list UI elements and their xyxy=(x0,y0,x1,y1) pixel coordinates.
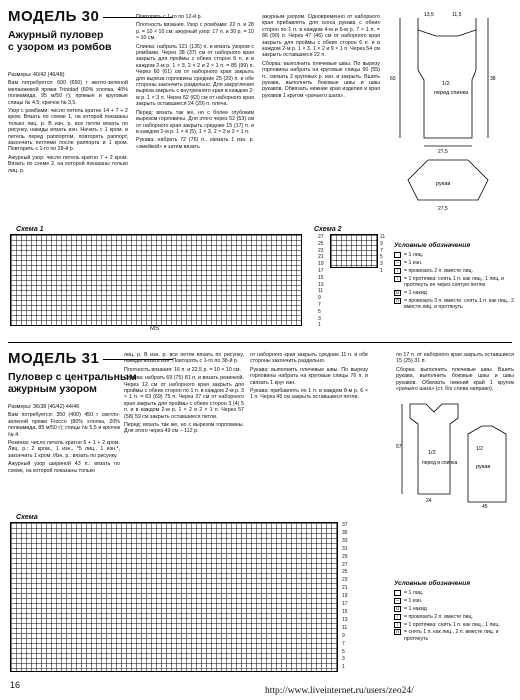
yarn-over-symbol-icon: U xyxy=(395,605,400,612)
dim-height-2: 38 xyxy=(490,76,496,82)
model-31-subtitle: Пуловер с центральным ажурным узором xyxy=(8,371,137,395)
dim-height-31: 57 xyxy=(396,444,402,450)
legend-31-sk2p: Λ = снять 1 п. как лиц., 2 п. вместе лиц. и протянуть xyxy=(395,629,499,642)
model-30-text-col-1: Размеры: 40/42 (46/48) Вам потребуется: 600 (650) г желто-зеленой меланжевой пряжи Trinidad (60% хлопка, 40% полиамида, 95 м/50 г); прямые и круговые спицы № 4,5; крючок № 3,5. Узор с ромбами: число петель кратно 14 + 7 + 2 кром. Вязать по схеме 1, на которой показаны только лиц. р. В изн. р. все петли вязать по рисунку, накиды вязать изн. Начать с 1 кром. и петель перед раппортом, повторять раппорт, закончить петлями после раппорта и 1 кром. Повторить с 1-го по 28-й р. Ажурный узор: число петель кратно 7 + 2 кром. Вязать по схеме 2, на которой показаны только лиц. р. xyxy=(8,72,128,174)
legend-item-knit: = 1 лиц. xyxy=(394,252,514,258)
sk2p-symbol-icon: Λ xyxy=(395,629,400,636)
legend-31-yo: U = 1 накид xyxy=(395,605,427,612)
model-31-text-col-1: Размеры: 36/38 (40/42) 44/46 Вам потребуется: 350 (400) 450 г светло-зеленой пряжи Fiocco (80% хлопка, 20% полиамида, 85 м/50 г); спицы № 5,5 и крючок № 4. Резинка: число петель кратно 6 + 1 + 2 кром. Лиц. р.: 2 кром., 1 изн., *5 лиц., 1 изн.*, закончить 1 кром. Изн. р.: вязать по рисунку. Ажурный узор шириной 43 п.: вязать по схеме, на которой показаны только xyxy=(8,404,120,474)
model-30-subtitle: Ажурный пуловер с узором из ромбов xyxy=(8,29,112,53)
legend-31-knit: = 1 лиц. xyxy=(394,590,514,596)
legend-31-ssk: \ = 1 протяжка: снять 1 п. как лиц., 1 лиц. xyxy=(394,622,514,628)
ssk-symbol-icon: \ xyxy=(394,622,401,628)
sleeve-label: рукав xyxy=(436,181,451,187)
dim-width-31: 24 xyxy=(426,498,432,504)
model-30-legend-title: Условные обозначения xyxy=(394,242,471,249)
scheme-2-row-labels: 11 9 7 5 3 1 xyxy=(380,234,386,274)
model-31-text-col-4: по 17 п. от наборного края закрыть оставшиеся 15 (25) 31 п. Сборка: выполнить плечевые швы. Вшить рукава, выполнить боковые швы и швы рукавов. Обвязать нижний край 1 кругом «рачьего шага» (ст. б/н слева направо). xyxy=(396,352,514,393)
page-number: 16 xyxy=(10,680,21,690)
purl-symbol-icon: – xyxy=(394,598,401,604)
k2tog-symbol-icon: / xyxy=(394,614,401,620)
yarn-over-symbol-icon: U xyxy=(395,289,400,296)
model-31-legend-title: Условные обозначения xyxy=(394,580,471,587)
model-31-scheme-label: Схема xyxy=(16,514,38,521)
front-label: 1/2 xyxy=(442,81,450,87)
sleeve-label-31: рукав xyxy=(476,464,491,470)
k3tog-symbol-icon: Λ xyxy=(395,297,400,304)
scheme-1-label: Схема 1 xyxy=(16,226,44,233)
legend-31-purl: – = 1 изн. xyxy=(394,598,514,604)
ms-marker: MS xyxy=(150,326,159,332)
knit-symbol-icon xyxy=(394,590,401,596)
legend-item-yo: U = 1 накид xyxy=(395,289,427,296)
model-31-row-labels: 37 35 33 31 29 27 25 23 21 19 17 15 13 11 9 7 5 3 1 xyxy=(342,522,348,671)
legend-item-ssk: \ = 1 протяжка: снять 1 п. как лиц., 1 лиц. и протянуть ее через снятую петлю xyxy=(394,276,514,289)
dim-width: 27,5 xyxy=(438,149,448,155)
ssk-symbol-icon: \ xyxy=(394,276,401,282)
dim-top-2: 11,5 xyxy=(452,12,462,18)
back-label: перед и спинка xyxy=(422,460,458,466)
model-31-title: МОДЕЛЬ 31 xyxy=(8,350,512,367)
model-30-text-col-2: Повторять с 1-го по 12-й р. Плотность вязания. Узор с ромбами: 22 п. и 28 р. = 10 × 10 см; ажурный узор: 17 п. и 30 р. = 10 × 10 см. Спинка: набрать 121 (135) п. и вязать узором с ромбами. Через 38 (37) см от наборного края закрыть для проймы с обеих сторон 6 п. и в каждом 2-м р. 1 × 3, 2 × 2 и 2 × 1 п. = 85 (99) п. Через 60 (61) см от наборного края закрыть для выреза горловины средние 25 (29) п. и обе стороны закончить раздельно. Для закругления выреза закрыть с внутреннего края в каждом 2-м р. 1 × 3 п. Через 62 (63) см от наборного края закрыть оставшиеся 24 (29) п. плеча. Перед: вязать так же, но с более глубоким вырезом горловины. Для этого через 52 (53) см от наборного края закрыть средние 15 (17) п. и в каждом 2-м р. 1 × 4 (5), 1 × 3, 2 × 2 и 3 × 1 п. Рукава: набрать 72 (76) п., связать 1 изн. р. «змейкой» и затем вязать xyxy=(136,14,254,150)
front-back-label: перед спинка xyxy=(434,90,469,96)
model-31-text-col-2: лиц. р. В изн. р. все петли вязать по рисунку, накиды вязать изн. Повторять с 1-го по 38-й р. Плотность вязания: 16 п. и 22,5 р. = 10 × 10 см. Спинка: набрать 69 (75) 81 п. и вязать резинкой. Через 12 см от наборного края закрыть для проймы с обеих сторон по 1 п. в каждом 2-м р. 3 × 1 п. = 63 (69) 75 п. Через 37 см от наборного края закрыть для проймы с обеих сторон 3 (4) 5 п. и в каждом 2-м р. 1 × 2 и 2 × 1 п. Через 57 (58) 59 см закрыть оставшиеся петли. Перед: вязать так же, но с вырезом горловины. Для этого через 49 см – 112 р. xyxy=(124,352,244,435)
source-url[interactable]: http://www.liveinternet.ru/users/zeo24/ xyxy=(265,686,414,696)
model-31-pattern-diagram xyxy=(396,398,514,510)
legend-item-purl: – = 1 изн. xyxy=(394,260,514,266)
back-half-label: 1/2 xyxy=(428,450,436,456)
dim-top-1: 13,5 xyxy=(424,12,434,18)
k2tog-symbol-icon: / xyxy=(394,268,401,274)
dim-sleeve-31: 45 xyxy=(482,504,488,510)
dim-height-1: 60 xyxy=(390,76,396,82)
model-31-text-col-3: от наборного края закрыть средние 11 п. и обе стороны закончить раздельно. Рукава: выполнить плечевые швы. По вырезу горловины набрать на круговые спицы 76 п. и связать 1 круг изн. Рукава: прибавлять по 1 п. в каждом 8-м р. 6 × 1 п. Через 45 см закрыть оставшиеся петли. xyxy=(250,352,368,401)
dim-sleeve: 27,5 xyxy=(438,206,448,212)
model-30-pattern-diagram xyxy=(388,10,513,220)
model-30-title: МОДЕЛЬ 30 xyxy=(8,8,512,25)
scheme-1-row-labels: 27 25 23 21 19 17 15 13 11 9 7 5 3 1 xyxy=(318,234,324,329)
model-31-legend xyxy=(394,590,514,644)
scheme-2-label: Схема 2 xyxy=(314,226,342,233)
purl-symbol-icon: – xyxy=(394,260,401,266)
legend-item-k3tog: Λ = провязать 3 п. вместе: снять 1 п. как лиц., 2 вместе лиц. и протянуть xyxy=(395,297,514,311)
model-31-scheme-grid xyxy=(10,522,338,672)
sleeve-half-label: 1/2 xyxy=(476,446,483,452)
model-30-text-col-3: ажурным узором. Одновременно от наборного края прибавлять для скоса рукава с обеих сторон по 1 п. в каждом 4-м и 6-м р. 7 × 1 п. = 86 (90) п. Через 47 (46) см от наборного края закрыть для проймы с обеих сторон 6 п. и в каждом 2-м р. 1 × 3, 1 × 2 и 9 × 1 п. Через 54 см закрыть оставшиеся 22 п. Сборка: выполнить плечевые швы. По вырезу горловины набрать на круговые спицы 50 (55) п., связать 2 круговых р. изн. и закрыть. Вшить рукава, выполнить боковые швы и швы рукавов. Обвязать нижние края изделия и края рукавов 1 кругом «рачьего шага». xyxy=(262,14,380,99)
legend-item-k2tog: / = провязать 2 п. вместе лиц. xyxy=(394,268,514,274)
knit-symbol-icon xyxy=(394,252,401,258)
legend-31-k2tog: / = провязать 2 п. вместе лиц. xyxy=(394,614,514,620)
scheme-2-grid xyxy=(330,234,378,268)
scheme-1-grid xyxy=(10,234,302,326)
model-30-legend xyxy=(394,252,514,312)
section-divider xyxy=(8,342,512,343)
